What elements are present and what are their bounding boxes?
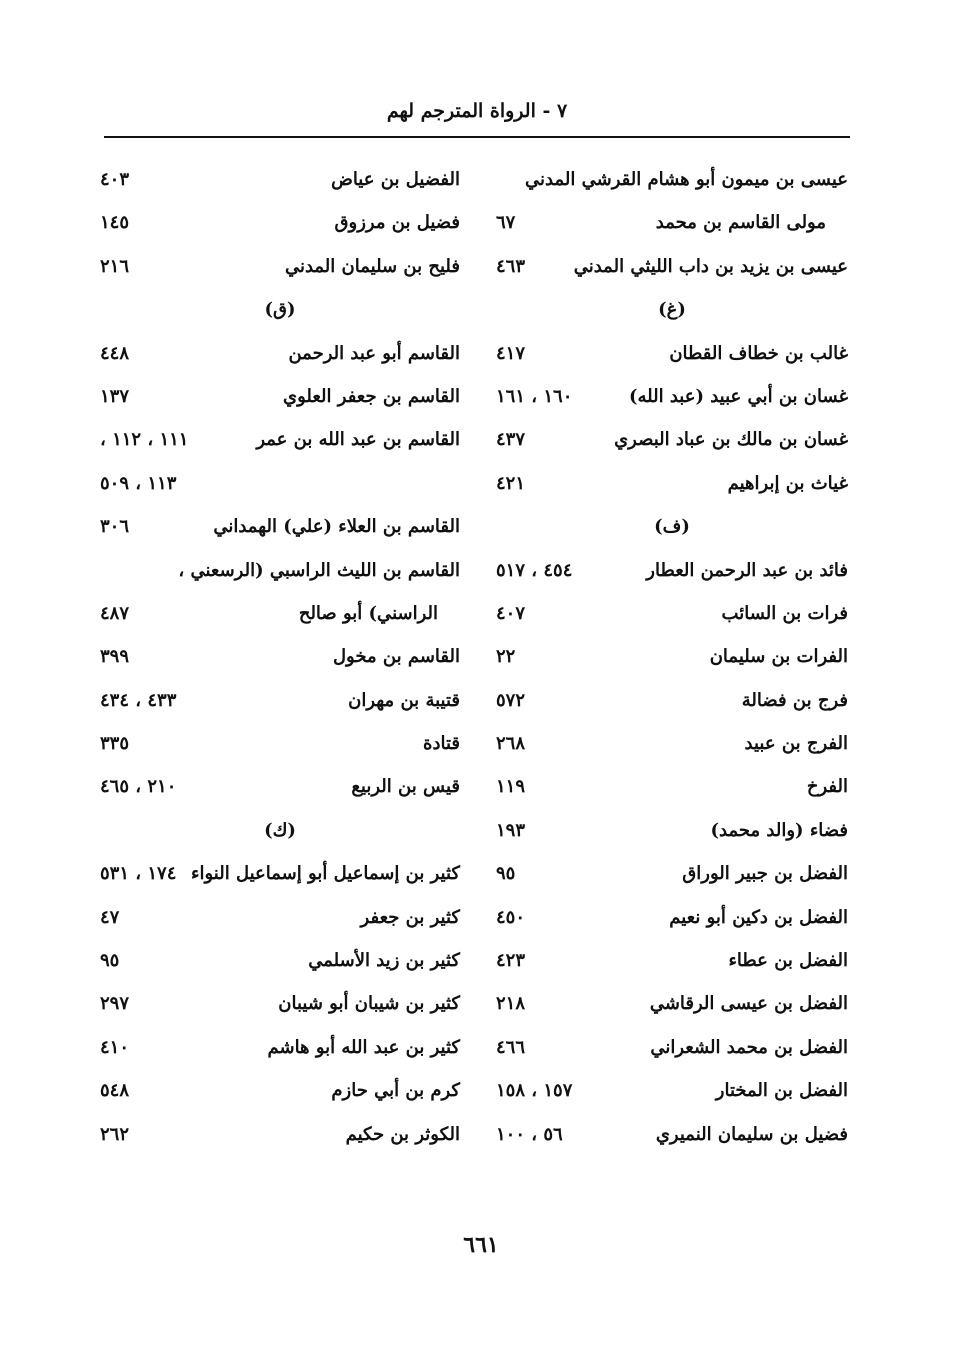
narrator-name: عيسى بن يزيد بن داب الليثي المدني [573,255,848,277]
narrator-name: الفضيل بن عياض [331,169,460,190]
index-entry [100,939,460,982]
narrator-name: كثير بن جعفر [360,906,460,928]
index-entry [100,462,460,505]
narrator-name: قتيبة بن مهران [348,689,460,711]
index-entry [496,158,848,201]
narrator-name: الفرج بن عبيد [744,733,848,755]
index-entry [496,765,848,808]
page-reference: ٤٣٣ ، ٤٣٤ [100,689,177,711]
narrator-name: الفرات بن سليمان [709,646,848,668]
page-reference: ٤٧ [100,906,120,928]
index-entry [100,418,460,461]
running-header: ٧ - الرواة المترجم لهم [386,100,568,122]
page-reference: ٩٥ [100,950,120,972]
section-letter: (ك) [264,819,296,841]
page-reference: ١٧٤ ، ٥٣١ [100,863,177,885]
index-entry [496,939,848,982]
page-reference: ١١٣ ، ٥٠٩ [100,472,177,494]
narrator-name: فرات بن السائب [721,602,848,624]
index-entry [100,1113,460,1156]
page-reference: ٤١٧ [496,342,526,364]
index-entry [100,505,460,548]
page-reference: ٢٢ [496,646,516,668]
narrator-name: الفضل بن دكين أبو نعيم [669,906,848,928]
index-entry [496,201,848,244]
page-reference: ٤٣٧ [496,429,526,451]
page-reference: ٢٦٢ [100,1123,130,1145]
page-reference: ٤٤٨ [100,342,130,364]
page-reference: ٤٢١ [496,472,526,494]
page-reference: ١١١ ، ١١٢ ، [100,429,189,451]
narrator-name: القاسم بن جعفر العلوي [282,385,460,407]
narrator-name: فليح بن سليمان المدني [284,255,460,277]
index-entry [100,592,460,635]
index-entry [496,1026,848,1069]
narrator-name: عيسى بن ميمون أبو هشام القرشي المدني [525,169,848,190]
narrator-name: الفضل بن عطاء [728,950,848,972]
narrator-name: مولى القاسم بن محمد [655,212,826,234]
index-entry [100,158,460,201]
page-reference: ٢١٠ ، ٤٦٥ [100,776,177,798]
index-column-right [496,158,848,1156]
page-reference: ٣٠٦ [100,516,130,538]
narrator-name: القاسم بن عبد الله بن عمر [256,429,460,451]
index-entry [100,245,460,288]
header-rule [104,136,850,138]
narrator-name: فرج بن فضالة [741,689,848,711]
page-reference: ٢٦٨ [496,733,526,755]
page-reference: ٢١٨ [496,993,526,1015]
index-entry [496,809,848,852]
narrator-name: كثير بن شيبان أبو شيبان [278,993,460,1015]
narrator-name: فضيل بن مرزوق [334,212,460,234]
index-entry [496,982,848,1025]
page-reference: ١٩٣ [496,819,526,841]
index-column-left [100,158,460,1156]
narrator-name: الفضل بن جبير الوراق [682,863,848,885]
index-entry [496,1113,848,1156]
narrator-name: الكوثر بن حكيم [345,1123,460,1145]
page-reference: ٢٩٧ [100,993,130,1015]
page-number: ٦٦١ [463,1232,499,1258]
page-reference: ٥٦ ، ١٠٠ [496,1123,563,1145]
index-entry [496,679,848,722]
narrator-name: غياث بن إبراهيم [727,472,848,494]
index-entry [100,549,460,592]
narrator-name: الفضل بن المختار [715,1080,848,1102]
page-reference: ٩٥ [496,863,516,885]
section-letter: (غ) [658,299,686,321]
index-entry [496,418,848,461]
page-reference: ٤٦٣ [496,255,526,277]
narrator-name: كثير بن زيد الأسلمي [308,950,460,972]
index-entry [496,549,848,592]
index-entry [100,982,460,1025]
index-entry [496,896,848,939]
index-entry [496,332,848,375]
narrator-name: كثير بن إسماعيل أبو إسماعيل النواء [191,863,460,885]
page-reference: ٥٧٢ [496,689,526,711]
page-reference: ٣٣٥ [100,733,130,755]
index-entry [100,332,460,375]
narrator-name: غسان بن مالك بن عباد البصري [614,429,848,451]
page-reference: ٤١٠ [100,1036,130,1058]
index-entry [100,635,460,678]
index-entry [100,375,460,418]
narrator-name: الفرخ [806,776,848,798]
index-entry [100,722,460,765]
section-letter: (ف) [654,516,690,538]
index-entry [100,896,460,939]
page-reference: ٣٩٩ [100,646,130,668]
index-entry [100,765,460,808]
page-reference: ٤٨٧ [100,602,130,624]
page-reference: ٤٢٣ [496,950,526,972]
index-entry [100,201,460,244]
index-entry [100,1026,460,1069]
page-reference: ١٣٧ [100,385,130,407]
narrator-name: غالب بن خطاف القطان [669,342,848,364]
page-reference: ٦٧ [496,212,516,234]
page-reference: ١٤٥ [100,212,130,234]
index-entry [496,852,848,895]
page-reference: ١٥٧ ، ١٥٨ [496,1080,573,1102]
page-reference: ١٦٠ ، ١٦١ [496,385,573,407]
section-letter: (ق) [264,299,296,321]
narrator-name: كرم بن أبي حازم [331,1080,460,1102]
narrator-name: فضاء (والد محمد) [710,819,848,841]
index-entry [496,375,848,418]
index-entry [496,635,848,678]
page-reference: ٤٥٠ [496,906,526,928]
narrator-name: الفضل بن عيسى الرقاشي [649,993,848,1015]
index-entry [496,722,848,765]
page-reference: ٥٤٨ [100,1080,130,1102]
narrator-name: فائد بن عبد الرحمن العطار [646,559,848,581]
index-entry [496,245,848,288]
index-entry [100,852,460,895]
narrator-name: كثير بن عبد الله أبو هاشم [267,1036,460,1058]
narrator-name: القاسم بن الليث الراسبي (الرسعني ، [178,559,460,581]
narrator-name: غسان بن أبي عبيد (عبد الله) [628,385,848,407]
narrator-name: قيس بن الربيع [351,776,460,798]
index-entry [100,1069,460,1112]
narrator-name: القاسم أبو عبد الرحمن [288,342,460,364]
narrator-name: الفضل بن محمد الشعراني [650,1036,848,1058]
index-entry [496,592,848,635]
section-letter-heading [100,809,460,852]
section-letter-heading [496,505,848,548]
narrator-name: فضيل بن سليمان النميري [655,1123,848,1145]
index-entry [496,462,848,505]
narrator-name: الراسني) أبو صالح [298,602,438,624]
section-letter-heading [100,288,460,331]
page-reference: ٤٥٤ ، ٥١٧ [496,559,573,581]
page-reference: ٤٠٧ [496,602,526,624]
narrator-name: قتادة [423,733,460,755]
narrator-name: القاسم بن مخول [332,646,460,668]
narrator-name: القاسم بن العلاء (علي) الهمداني [213,516,460,538]
index-entry [100,679,460,722]
page-reference: ٤٠٣ [100,169,130,190]
index-entry [496,1069,848,1112]
page-reference: ٤٦٦ [496,1036,526,1058]
page-reference: ٢١٦ [100,255,130,277]
page-reference: ١١٩ [496,776,526,798]
section-letter-heading [496,288,848,331]
